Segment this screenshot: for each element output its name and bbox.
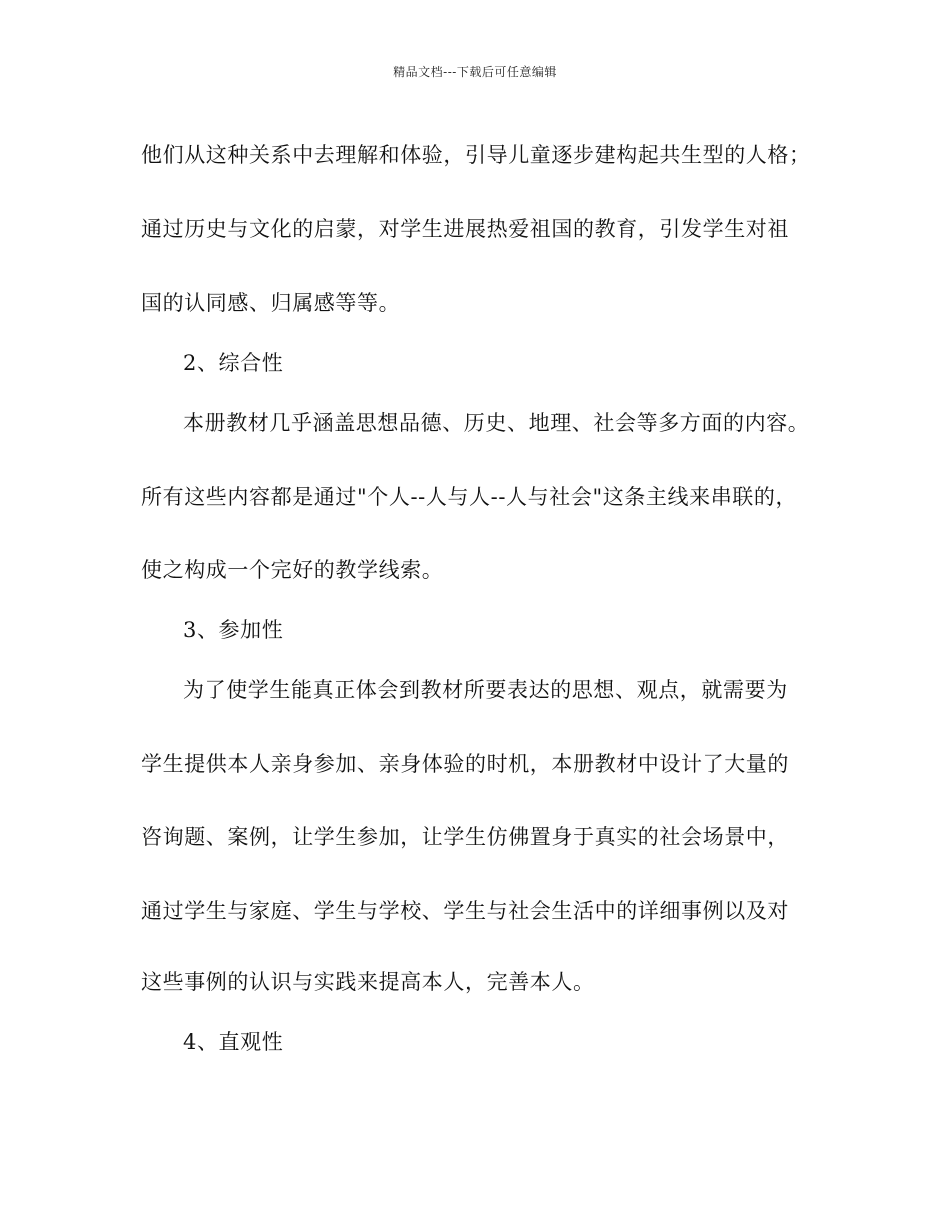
text-line: 为了使学生能真正体会到教材所要表达的思想、观点，就需要为 — [183, 678, 788, 702]
text-line: 这些事例的认识与实践来提高本人，完善本人。 — [141, 970, 595, 994]
text-line: 通过学生与家庭、学生与学校、学生与社会生活中的详细事例以及对 — [141, 899, 789, 923]
section-heading: 2、综合性 — [183, 351, 284, 375]
text-line: 咨询题、案例，让学生参加，让学生仿佛置身于真实的社会场景中， — [141, 825, 789, 849]
text-line: 所有这些内容都是通过"个人--人与人--人与社会"这条主线来串联的， — [141, 485, 798, 509]
text-line: 通过历史与文化的启蒙，对学生进展热爱祖国的教育，引发学生对祖 — [141, 217, 789, 241]
text-line: 他们从这种关系中去理解和体验，引导儿童逐步建构起共生型的人格； — [141, 143, 811, 167]
page-header: 精品文档---下载后可任意编辑 — [393, 65, 557, 79]
text-line: 国的认同感、归属感等等。 — [141, 291, 401, 315]
text-line: 学生提供本人亲身参加、亲身体验的时机，本册教材中设计了大量的 — [141, 752, 789, 776]
text-line: 本册教材几乎涵盖思想品德、历史、地理、社会等多方面的内容。 — [183, 411, 810, 435]
section-heading: 3、参加性 — [183, 618, 284, 642]
section-heading: 4、直观性 — [183, 1030, 284, 1054]
text-line: 使之构成一个完好的教学线索。 — [141, 558, 444, 582]
